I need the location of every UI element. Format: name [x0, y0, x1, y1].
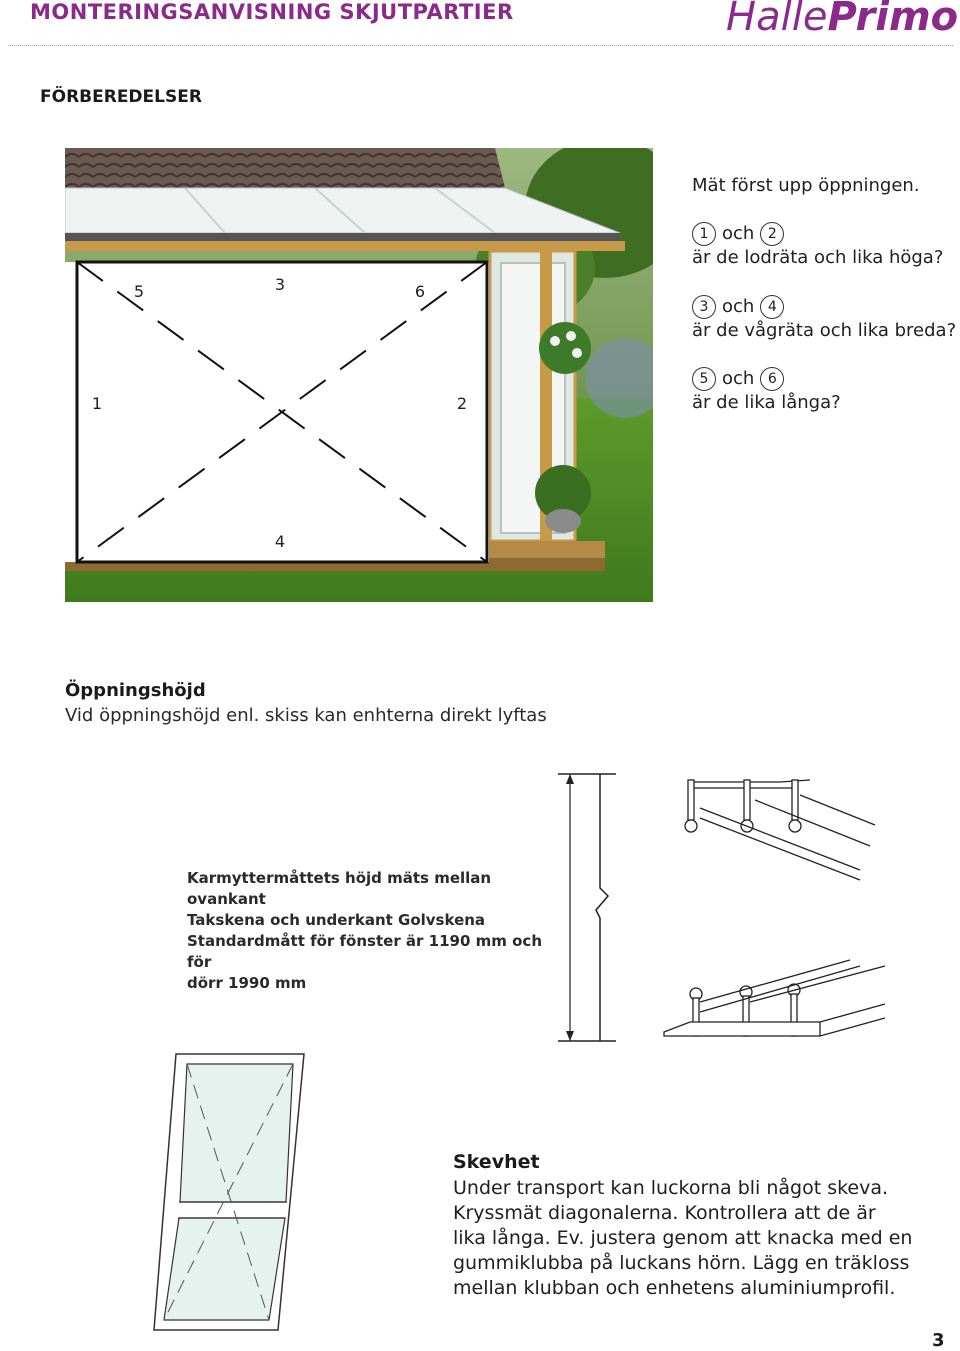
skew-line: Kryssmät diagonalerna. Kontrollera att de är [453, 1202, 876, 1224]
question-3-4 [692, 295, 956, 343]
break-symbol [596, 774, 608, 1041]
question-text: är de lodräta och lika höga? [692, 247, 944, 268]
circled-number: 1 [692, 222, 716, 246]
skew-line: mellan klubban och enhetens aluminiumprofil. [453, 1277, 896, 1299]
opening-height-text: Vid öppningshöjd enl. skiss kan enhterna direkt lyftas [65, 705, 547, 726]
brand-logo [726, 0, 958, 40]
label-1: 1 [91, 394, 103, 413]
skewed-frame-diagram [150, 1050, 310, 1335]
header-divider [8, 45, 953, 46]
skew-line: Under transport kan luckorna bli något skeva. [453, 1177, 889, 1199]
conjunction: och [722, 368, 755, 389]
circled-number: 6 [760, 367, 784, 391]
frame-measure-line: Takskena och underkant Golvskena [187, 911, 486, 929]
circled-number: 2 [760, 222, 784, 246]
bottom-rail-profile [664, 960, 885, 1036]
opening-photo [65, 148, 653, 602]
question-text: är de vågräta och lika breda? [692, 320, 957, 341]
top-rail-profile [685, 780, 875, 880]
label-3: 3 [274, 275, 286, 294]
upper-glass-pane [180, 1064, 293, 1202]
section-heading: FÖRBEREDELSER [40, 87, 202, 107]
question-5-6 [692, 367, 841, 415]
height-dimension-line [550, 770, 620, 1045]
brand-name-part2: Primo [827, 0, 959, 40]
lower-glass-pane [164, 1218, 285, 1320]
skew-title: Skevhet [453, 1151, 540, 1173]
frame-measure-text [187, 868, 567, 994]
label-6: 6 [414, 282, 426, 301]
frame-measure-line: Karmyttermåttets höjd mäts mellan ovankant [187, 869, 492, 908]
opening-height-title: Öppningshöjd [65, 680, 206, 701]
circled-number: 3 [692, 295, 716, 319]
gutter [65, 233, 620, 241]
label-2: 2 [456, 394, 468, 413]
rail-profiles [660, 770, 890, 1050]
measure-intro: Mät först upp öppningen. [692, 175, 920, 196]
skew-text [453, 1176, 923, 1301]
document-title: MONTERINGSANVISNING SKJUTPARTIER [30, 0, 514, 24]
hanging-plant [539, 322, 591, 374]
conjunction: och [722, 223, 755, 244]
page-number: 3 [932, 1330, 945, 1351]
label-4: 4 [274, 532, 286, 551]
question-1-2 [692, 222, 943, 270]
label-5: 5 [133, 282, 145, 301]
roof-tiles [65, 148, 505, 188]
skew-line: lika långa. Ev. justera genom att knacka med en [453, 1227, 913, 1249]
skew-line: gummiklubba på luckans hörn. Lägg en träkloss [453, 1252, 910, 1274]
question-text: är de lika långa? [692, 392, 841, 413]
frame-measure-line: Standardmått för fönster är 1190 mm och för [187, 932, 543, 971]
conjunction: och [722, 296, 755, 317]
circled-number: 5 [692, 367, 716, 391]
circled-number: 4 [760, 295, 784, 319]
frame-measure-line: dörr 1990 mm [187, 974, 307, 992]
brand-name-part1: Halle [726, 0, 828, 40]
